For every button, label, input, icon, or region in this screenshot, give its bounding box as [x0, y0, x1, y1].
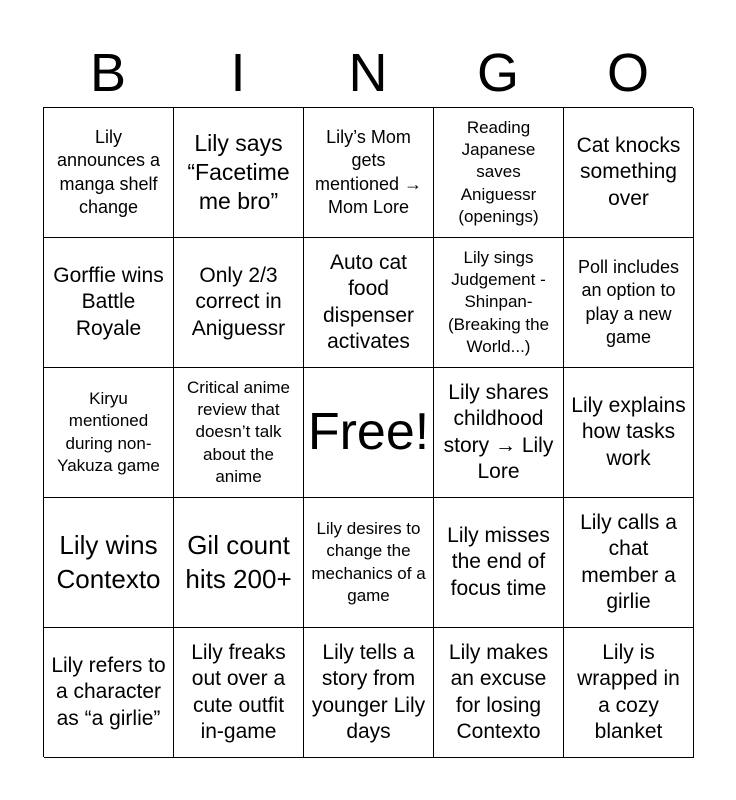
bingo-cell[interactable] [304, 628, 434, 758]
cell-text: Cat knocks something over [576, 134, 681, 210]
cell-text: Only 2/3 correct in Aniguessr [191, 264, 286, 340]
cell-text: Lily calls a chat member a girlie [580, 511, 677, 613]
bingo-cell[interactable] [564, 498, 694, 628]
bingo-cell[interactable] [564, 238, 694, 368]
bingo-cell[interactable] [174, 498, 304, 628]
cell-text: Auto cat food dispenser activates [322, 251, 415, 353]
free-space-text: Free! [307, 403, 430, 462]
cell-text: Lily is wrapped in a cozy blanket [577, 641, 680, 743]
cell-text: Lily’s Mom gets mentioned → Mom Lore [314, 126, 423, 217]
bingo-cell[interactable] [434, 368, 564, 498]
bingo-cell[interactable] [434, 628, 564, 758]
bingo-cell[interactable] [174, 238, 304, 368]
header-letter-o: O [606, 43, 649, 103]
bingo-cell[interactable] [434, 238, 564, 368]
bingo-cell[interactable] [304, 238, 434, 368]
bingo-cell[interactable] [564, 628, 694, 758]
header-letter-n: N [348, 43, 388, 103]
bingo-cell[interactable] [564, 368, 694, 498]
cell-text: Gorffie wins Battle Royale [53, 264, 164, 340]
bingo-cell[interactable] [174, 108, 304, 238]
cell-text: Lily shares childhood story → Lily Lore [443, 381, 554, 483]
cell-text: Lily explains how tasks work [571, 394, 686, 470]
free-space-cell[interactable] [304, 368, 434, 498]
cell-text: Lily wins Contexto [56, 530, 161, 594]
bingo-cell[interactable] [44, 108, 174, 238]
bingo-board [43, 107, 693, 757]
bingo-cell[interactable] [434, 108, 564, 238]
bingo-cell[interactable] [304, 498, 434, 628]
bingo-cell[interactable] [304, 108, 434, 238]
bingo-cell[interactable] [434, 498, 564, 628]
bingo-cell[interactable] [44, 628, 174, 758]
cell-text: Lily misses the end of focus time [447, 524, 550, 600]
cell-text: Critical anime review that doesn’t talk about the anime [187, 378, 290, 486]
cell-text: Lily tells a story from younger Lily days [311, 641, 426, 743]
header-letter-g: G [476, 43, 519, 103]
bingo-cell[interactable] [174, 368, 304, 498]
cell-text: Poll includes an option to play a new game [577, 256, 680, 347]
bingo-cell[interactable] [564, 108, 694, 238]
cell-text: Lily says “Facetime me bro” [187, 130, 290, 214]
bingo-cell[interactable] [44, 238, 174, 368]
bingo-cell[interactable] [44, 498, 174, 628]
cell-text: Lily freaks out over a cute outfit in-game [191, 641, 286, 743]
bingo-cell[interactable] [44, 368, 174, 498]
cell-text: Lily desires to change the mechanics of a game [311, 519, 426, 605]
cell-text: Reading Japanese saves Aniguessr (openings) [458, 118, 539, 226]
cell-text: Lily refers to a character as “a girlie” [51, 654, 166, 730]
cell-text: Gil count hits 200+ [185, 530, 292, 594]
header-letter-i: I [230, 43, 246, 103]
cell-text: Kiryu mentioned during non-Yakuza game [57, 389, 160, 475]
header-letter-b: B [89, 43, 127, 103]
bingo-cell[interactable] [174, 628, 304, 758]
cell-text: Lily announces a manga shelf change [56, 126, 161, 217]
cell-text: Lily sings Judgement -Shinpan- (Breaking the World...) [447, 248, 550, 356]
bingo-header [43, 38, 693, 108]
cell-text: Lily makes an excuse for losing Contexto [448, 641, 549, 743]
